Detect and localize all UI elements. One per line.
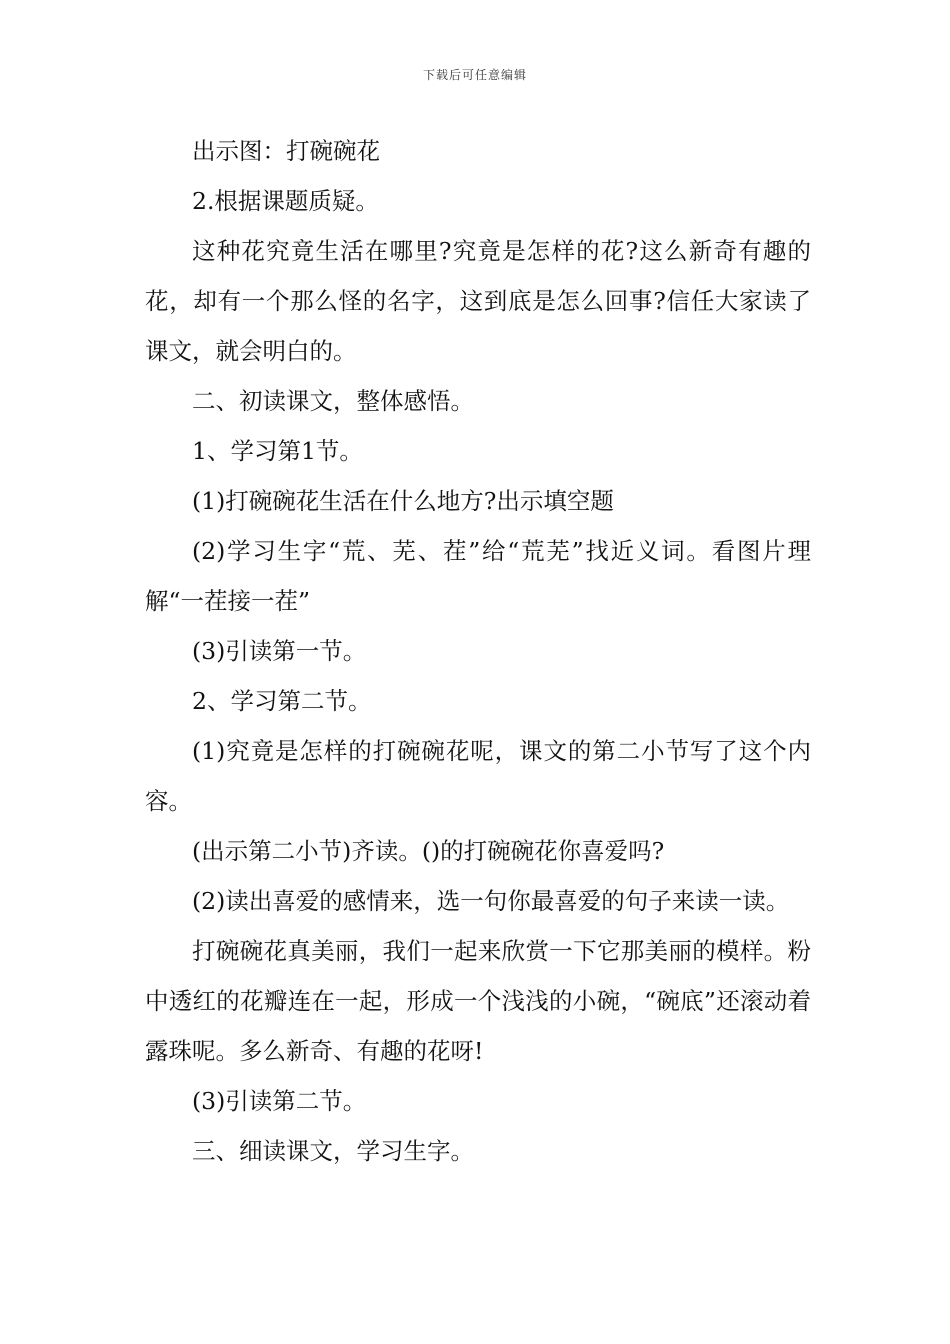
page-header: 下载后可任意编辑 (422, 68, 527, 82)
paragraph-item-1-2: (2)学习生字“荒、芜、茬”给“荒芜”找近义词。看图片理解“一茬接一茬” (145, 537, 811, 615)
document-body (145, 126, 811, 1176)
paragraph-item-2-1: (1)究竟是怎样的打碗碗花呢，课文的第二小节写了这个内容。 (145, 737, 811, 815)
paragraph-item-2-2: (2)读出喜爱的感情来，选一句你最喜爱的句子来读一读。 (192, 887, 790, 915)
section-heading-detailed-reading: 三、细读课文，学习生字。 (192, 1137, 474, 1165)
paragraph-show-section-2: (出示第二小节)齐读。()的打碗碗花你喜爱吗? (192, 837, 665, 865)
paragraph-question-title: 2.根据课题质疑。 (192, 187, 379, 215)
paragraph-item-2-3: (3)引读第二节。 (192, 1087, 367, 1115)
paragraph-flower-questions: 这种花究竟生活在哪里?究竟是怎样的花?这么新奇有趣的花，却有一个那么怪的名字，这到底是怎么回事?信任大家读了课文，就会明白的。 (145, 237, 811, 365)
paragraph-item-1-3: (3)引读第一节。 (192, 637, 367, 665)
paragraph-learn-section-2: 2、学习第二节。 (192, 687, 372, 715)
paragraph-show-picture: 出示图：打碗碗花 (192, 137, 380, 165)
paragraph-flower-description: 打碗碗花真美丽，我们一起来欣赏一下它那美丽的模样。粉中透红的花瓣连在一起，形成一个浅浅的小碗，“碗底”还滚动着露珠呢。多么新奇、有趣的花呀! (145, 937, 811, 1065)
paragraph-item-1-1: (1)打碗碗花生活在什么地方?出示填空题 (192, 487, 614, 515)
section-heading-first-reading: 二、初读课文，整体感悟。 (192, 387, 474, 415)
paragraph-learn-section-1: 1、学习第1节。 (192, 437, 363, 465)
